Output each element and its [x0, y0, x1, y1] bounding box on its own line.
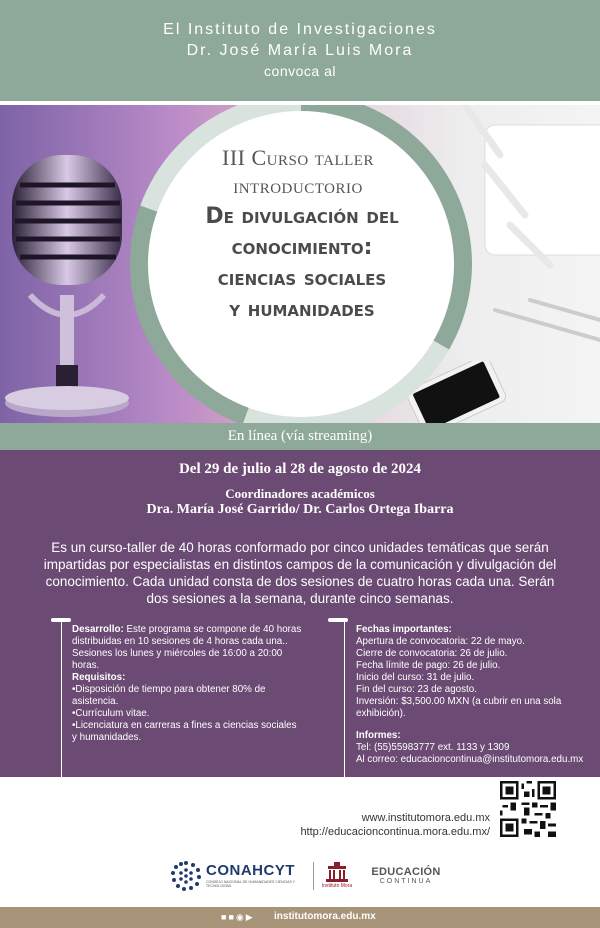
facebook-icon[interactable]: ■ — [221, 912, 229, 922]
title-main — [152, 201, 452, 325]
fechas-label: Fechas importantes: — [356, 624, 452, 635]
desarrollo-text: Este programa se compone de 40 horas distribuidas en 10 sesiones de 4 horas cada una.. Sesiones los lunes y miércoles de 16:00 a 20:00 horas. — [72, 624, 302, 671]
requisito-item: •Licenciatura en carreras a fines a ciencias sociales y humanidades. — [72, 720, 297, 743]
title-main-line: y humanidades — [229, 297, 375, 322]
coordinators-label: Coordinadores académicos — [225, 486, 375, 501]
footer-bar — [0, 907, 600, 928]
requisito-item: •Currículum vitae. — [72, 708, 150, 719]
website-continua-link[interactable]: http://educacioncontinua.mora.edu.mx/ — [300, 826, 490, 838]
informes-email: Al correo: educacioncontinua@institutomora.edu.mx — [356, 754, 584, 765]
router-icon — [455, 105, 600, 355]
desarrollo-label: Desarrollo: — [72, 624, 124, 635]
right-column — [356, 624, 591, 766]
fecha-item: Fin del curso: 23 de agosto. — [356, 684, 477, 695]
instituto-mora-logo — [320, 860, 354, 894]
social-icons — [221, 912, 255, 923]
fecha-item: Cierre de convocatoria: 26 de julio. — [356, 648, 508, 659]
info-section — [0, 450, 600, 777]
twitter-icon[interactable]: ■ — [228, 912, 236, 922]
continua-text: CONTINUA — [379, 878, 433, 885]
conahcyt-emblem-icon — [170, 860, 202, 892]
website-main-link[interactable]: www.institutomora.edu.mx — [361, 812, 490, 824]
fecha-item: Inversión: $3,500.00 MXN (a cubrir en una sola exhibición). — [356, 696, 562, 719]
fecha-item: Apertura de convocatoria: 22 de mayo. — [356, 636, 525, 647]
modality-bar: En línea (vía streaming) — [0, 423, 600, 450]
fecha-item: Inicio del curso: 31 de julio. — [356, 672, 475, 683]
header-banner — [0, 0, 600, 101]
desarrollo-block — [72, 624, 302, 672]
requisitos-label: Requisitos: — [72, 672, 126, 683]
footer-site-link[interactable]: institutomora.edu.mx — [274, 911, 376, 922]
instagram-icon[interactable]: ◉ — [235, 912, 246, 922]
header-line-1: El Instituto de Investigaciones — [163, 21, 437, 38]
divider-line — [61, 618, 62, 777]
divider-dash — [328, 618, 348, 622]
informes-label: Informes: — [356, 730, 401, 741]
logo-separator — [313, 862, 314, 890]
left-column — [72, 624, 302, 744]
title-main-line: ciencias sociales — [217, 266, 387, 291]
youtube-icon[interactable]: ▶ — [245, 912, 255, 922]
coordinators-names: Dra. María José Garrido/ Dr. Carlos Ortega Ibarra — [146, 502, 454, 517]
course-description: Es un curso-taller de 40 horas conformado por cinco unidades temáticas que serán impartidas por especialistas en distintos campos de la comunicación y divulgación del conocimiento. Cada unidad consta de dos sesiones de cuatro horas cada una. Serán dos sesiones a la semana, durante cinco semanas. — [43, 540, 557, 606]
instituto-mora-building-icon — [320, 860, 354, 884]
conahcyt-subtitle: CONSEJO NACIONAL DE HUMANIDADES CIENCIAS Y TECNOLOGÍAS — [206, 880, 296, 888]
informes-tel: Tel: (55)55983777 ext. 1133 y 1309 — [356, 742, 510, 753]
microphone-icon — [0, 145, 150, 423]
educacion-continua-logo — [371, 866, 441, 885]
instituto-mora-label: Instituto Mora — [321, 883, 353, 889]
header-line-2: Dr. José María Luis Mora — [186, 42, 414, 59]
title-line-2: introductorio — [233, 173, 363, 198]
title-main-line: conocimiento: — [231, 235, 373, 260]
divider-line — [344, 618, 345, 777]
qr-code-icon[interactable] — [500, 781, 556, 837]
course-dates: Del 29 de julio al 28 de agosto de 2024 — [178, 461, 422, 477]
requisito-item: •Disposición de tiempo para obtener 80% de asistencia. — [72, 684, 266, 707]
conahcyt-logo — [170, 858, 310, 894]
fecha-item: Fecha límite de pago: 26 de julio. — [356, 660, 501, 671]
conahcyt-name: CONAHCYT — [206, 862, 295, 879]
title-main-line: De divulgación del — [205, 204, 399, 229]
title-line-1: III Curso taller — [222, 145, 374, 170]
header-line-3: convoca al — [264, 63, 336, 79]
hero-image — [0, 105, 600, 423]
educacion-text: EDUCACIÓN — [371, 866, 441, 878]
